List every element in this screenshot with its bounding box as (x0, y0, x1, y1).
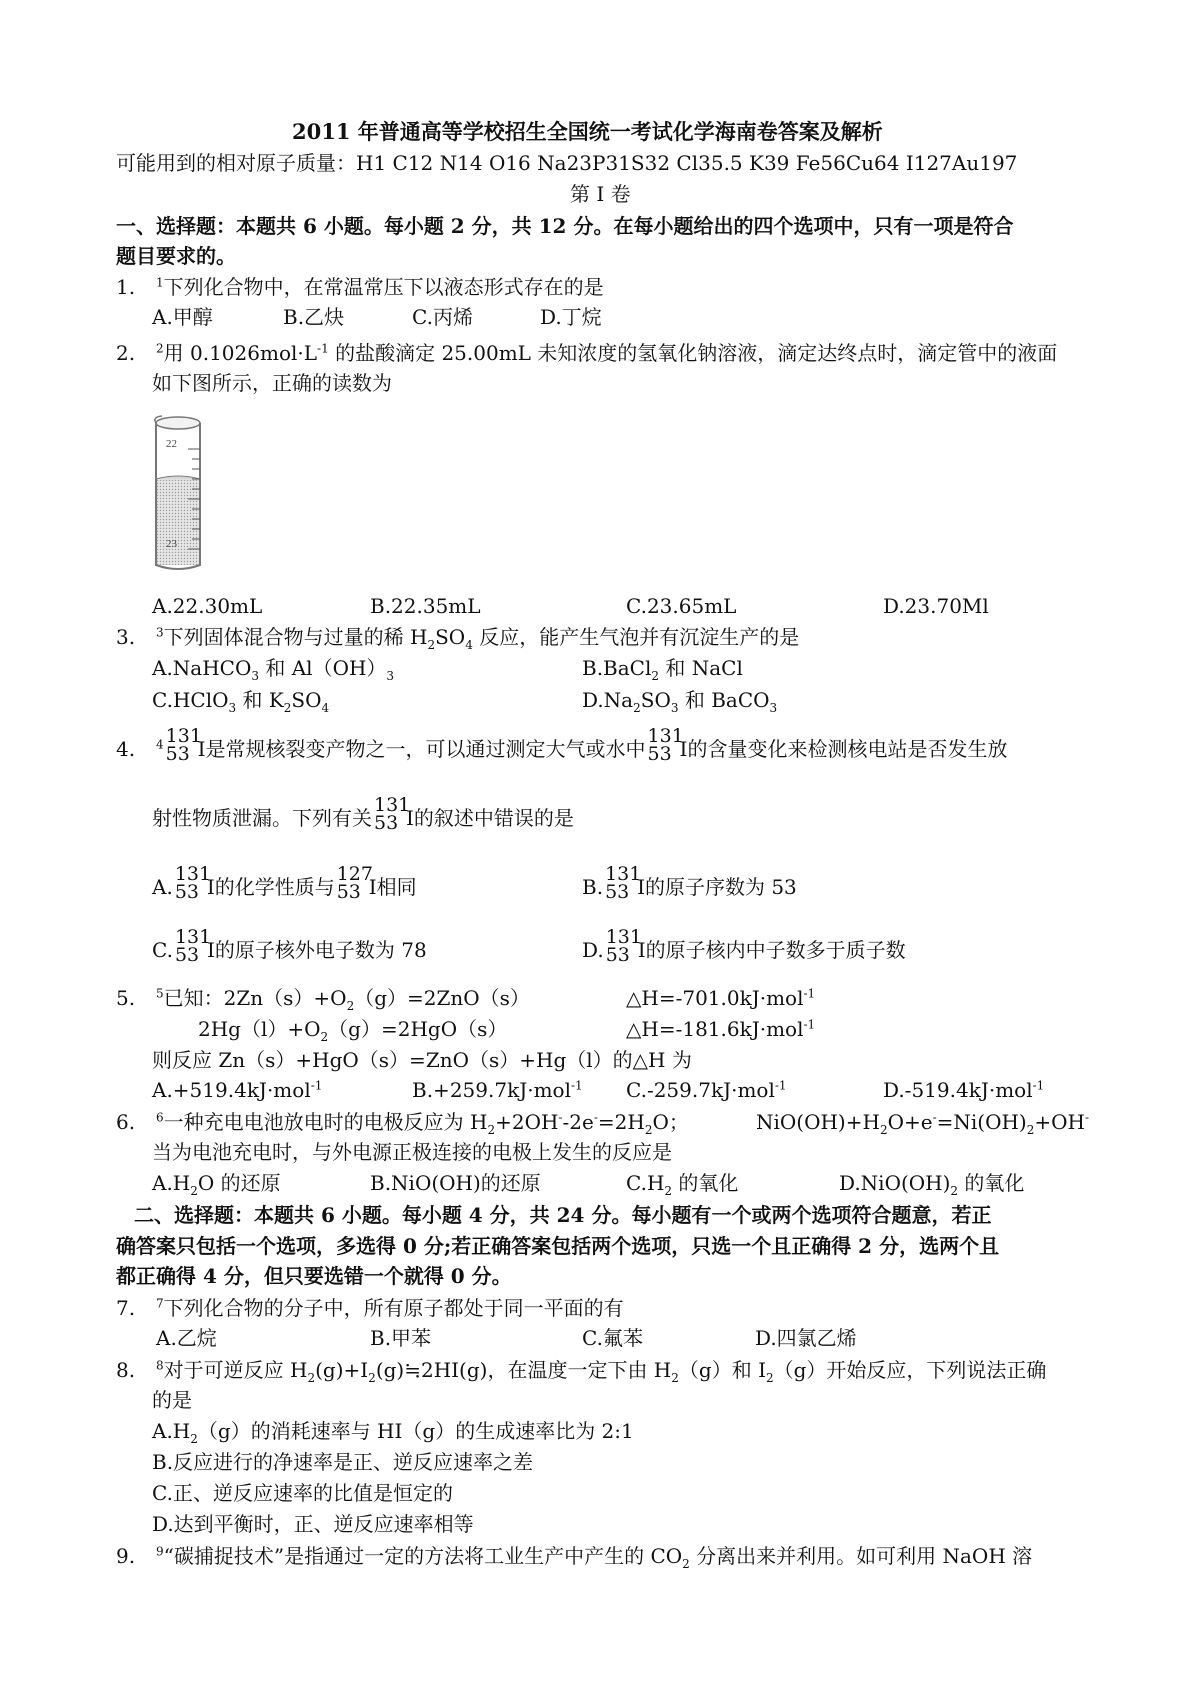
q2-option-b: B.22.35mL (370, 594, 481, 618)
isotope-notation: 131 53 (165, 725, 202, 765)
footnote-mark: 2 (156, 341, 164, 356)
q5-delta-h1: △H=-701.0kJ·mol$^{-1}$ (626, 986, 816, 1010)
question-number: 8. (116, 1358, 136, 1382)
q3-option-b: B.BaCl$_2$ 和 NaCl (582, 656, 743, 683)
q7-option-a: A.乙烷 (156, 1326, 217, 1350)
question-4-stem-cont: 射性物质泄漏。下列有关 131 53 I的叙述中错误的是 (152, 794, 574, 834)
q8-option-c: C.正、逆反应速率的比值是恒定的 (152, 1481, 453, 1505)
stem-text: SO (435, 625, 466, 649)
question-6-stem-cont: 当为电池充电时，与外电源正极连接的电极上发生的反应是 (152, 1140, 672, 1164)
footnote-mark: 4 (156, 737, 164, 752)
q3-option-a: A.NaHCO$_3$ 和 $Al(OH)_3$ (152, 656, 395, 683)
superscript: -1 (317, 341, 329, 356)
q7-option-c: C.氟苯 (582, 1326, 643, 1350)
q7-option-b: B.甲苯 (370, 1326, 432, 1350)
q8-option-d: D.达到平衡时，正、逆反应速率相等 (152, 1512, 474, 1536)
question-2-stem (116, 338, 1057, 368)
question-number: 5. (116, 986, 136, 1010)
section2-heading: 二、选择题：本题共 6 小题。每小题 4 分，共 24 分。每小题有一个或两个选项符合题意，若正 (134, 1203, 992, 1227)
stem-text: 的盐酸滴定 25.00mL 未知浓度的氢氧化钠溶液，滴定达终点时，滴定管中的液面 (328, 341, 1058, 365)
question-5-eq1: 5. $^5$已知：$2Zn(s)+O_2(g)=2ZnO(s)$ (116, 983, 530, 1013)
q2-option-d: D.23.70Ml (883, 594, 989, 618)
question-3-stem (116, 622, 799, 652)
q8-option-a: $A.H_2(g)$的消耗速率与 HI（g）的生成速率比为 2:1 (152, 1419, 634, 1446)
question-2-stem-cont: 如下图所示，正确的读数为 (152, 371, 392, 395)
q4-option-d: D. 131 53 I的原子核内中子数多于质子数 (582, 926, 906, 966)
atomic-masses-line: 可能用到的相对原子质量：H1 C12 N14 O16 Na23P31S32 Cl35.5 K39 Fe56Cu64 I127Au197 (116, 151, 1018, 175)
page-title: 2011 年普通高等学校招生全国统一考试化学海南卷答案及解析 (292, 119, 883, 144)
q4-option-a: A. 131 53 I的化学性质与 127 53 I相同 (152, 863, 417, 903)
footnote-mark: 5 (156, 986, 164, 1001)
q6-option-d: $D.NiO(OH)_2$ 的氧化 (839, 1171, 1025, 1198)
q2-option-c: C.23.65mL (626, 594, 737, 618)
stem-text: 下列固体混合物与过量的稀 H (163, 625, 428, 649)
burette-figure (150, 413, 208, 573)
question-number: 9. (116, 1544, 136, 1568)
q4-option-c: C. 131 53 I的原子核外电子数为 78 (152, 926, 427, 966)
burette-label-22: 22 (166, 438, 177, 450)
question-number: 2. (116, 341, 136, 365)
question-7-stem: 7. $^7$下列化合物的分子中，所有原子都处于同一平面的有 (116, 1293, 624, 1323)
question-number: 7. (116, 1296, 136, 1320)
q7-option-d: D.四氯乙烯 (755, 1326, 857, 1350)
question-5-eq2: $2Hg(l)+O_2(g)=2HgO(s)$ (198, 1017, 508, 1044)
question-number: 3. (116, 625, 136, 649)
q4-option-b: B. 131 53 I的原子序数为 53 (582, 863, 797, 903)
section1-heading: 一、选择题：本题共 6 小题。每小题 2 分，共 12 分。在每小题给出的四个选项中，只有一项是符合 (116, 214, 1014, 238)
section2-heading-cont1: 确答案只包括一个选项，多选得 0 分;若正确答案包括两个选项，只选一个且正确得 2 分，选两个且 (116, 1234, 1000, 1258)
footnote-mark: 1 (156, 275, 164, 290)
footnote-mark: 7 (156, 1296, 164, 1311)
volume-heading: 第 I 卷 (570, 182, 631, 206)
isotope-notation: 131 53 (374, 794, 411, 834)
q5-option-a: A.+519.4kJ·mol$^{-1}$ (152, 1078, 323, 1102)
q1-option-a: A.甲醇 (152, 305, 213, 329)
q1-option-c: C.丙烯 (412, 305, 473, 329)
q3-option-c: C.HClO$_3$ 和 $K_2SO_4$ (152, 688, 330, 715)
section2-heading-cont2: 都正确得 4 分，但只要选错一个就得 0 分。 (116, 1264, 512, 1288)
question-6-stem: 6. $^6$一种充电电池放电时的电极反应为 $H_2+2OH^--2e^-=2H_2O$； (116, 1107, 689, 1137)
footnote-mark: 3 (156, 625, 164, 640)
section1-heading-cont: 题目要求的。 (116, 244, 236, 268)
footnote-mark: 9 (156, 1544, 164, 1559)
question-1-stem (116, 272, 604, 302)
footnote-mark: 6 (156, 1110, 164, 1125)
question-6-reaction2: $NiO(OH)+H_2O+e^-=Ni(OH)_2+OH^-$ (756, 1110, 1090, 1137)
subscript: 4 (465, 638, 473, 652)
q2-option-a: A.22.30mL (152, 594, 263, 618)
q8-option-b: B.反应进行的净速率是正、逆反应速率之差 (152, 1450, 534, 1474)
q1-option-d: D.丁烷 (540, 305, 602, 329)
stem-text: 反应，能产生气泡并有沉淀生产的是 (472, 625, 800, 649)
footnote-mark: 8 (156, 1358, 164, 1373)
question-8-stem-cont: 的是 (152, 1388, 192, 1412)
question-number: 4. (116, 737, 136, 761)
q6-option-b: B.NiO(OH)的还原 (370, 1171, 541, 1195)
stem-text: 用 0.1026mol·L (163, 341, 318, 365)
question-number: 1. (116, 275, 136, 299)
q5-option-d: D.-519.4kJ·mol$^{-1}$ (883, 1078, 1045, 1102)
q6-option-a: $A.H_2O$ 的还原 (152, 1171, 281, 1198)
question-4-stem: 4. $^4$ 131 53 I是常规核裂变产物之一，可以通过测定大气或水中 131 53 I的含量变化来检测核电站是否发生放 (116, 725, 1008, 765)
question-number: 6. (116, 1110, 136, 1134)
question-9-stem: 9. $^9$“碳捕捉技术”是指通过一定的方法将工业生产中产生的 $CO_2$ 分离出来并利用。如可利用 NaOH 溶 (116, 1541, 1032, 1571)
question-5-ask: 则反应 Zn（s）+HgO（s）=ZnO（s）+Hg（l）的△H 为 (152, 1048, 692, 1072)
q3-option-d: $D.Na_2SO_3$ 和 BaCO$_3$ (582, 688, 778, 715)
q5-option-c: C.-259.7kJ·mol$^{-1}$ (626, 1078, 787, 1102)
q6-option-c: $C.H_2$ 的氧化 (626, 1171, 739, 1198)
burette-label-23: 23 (166, 538, 177, 550)
q5-option-b: B.+259.7kJ·mol$^{-1}$ (412, 1078, 583, 1102)
q1-option-b: B.乙炔 (283, 305, 345, 329)
isotope-notation: 131 53 (647, 725, 684, 765)
question-8-stem: 8. $^8$对于可逆反应 $H_2(g)+I_2(g)≒2HI(g)$，在温度一定下由 $H_2(g)$和 $I_2(g)$开始反应，下列说法正确 (116, 1355, 1046, 1385)
stem-text: 下列化合物中，在常温常压下以液态形式存在的是 (163, 275, 604, 299)
subscript: 2 (427, 638, 436, 652)
q5-delta-h2: △H=-181.6kJ·mol$^{-1}$ (626, 1017, 816, 1041)
